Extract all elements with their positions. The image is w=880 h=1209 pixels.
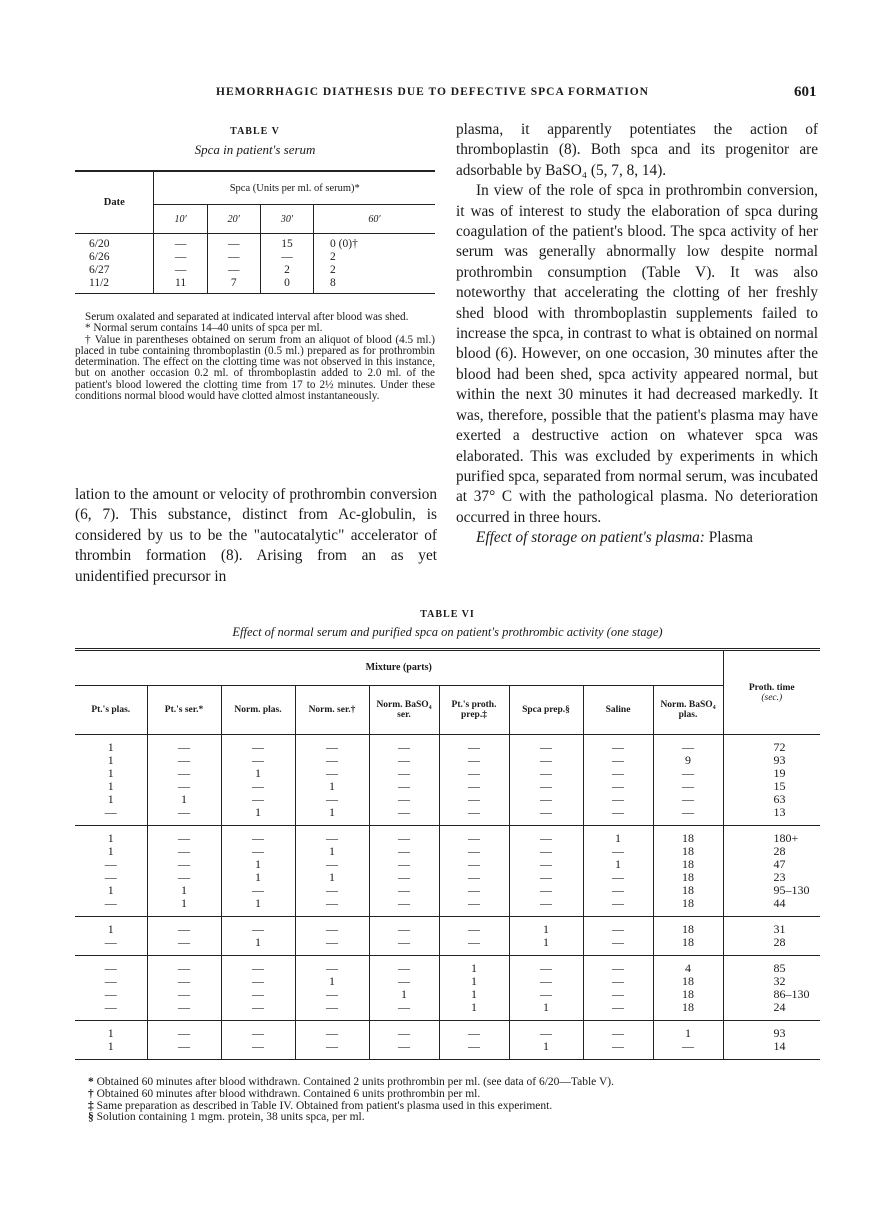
table6-proth-time: 13	[723, 806, 820, 826]
table6-cell: —	[509, 826, 583, 846]
table5-cell: 2	[330, 264, 336, 276]
table5-cell: —	[207, 264, 260, 277]
table5-date: 6/26	[75, 251, 154, 264]
paragraph-text: Plasma	[704, 529, 753, 547]
table6-cell: —	[509, 956, 583, 976]
table6-proth-time: 14	[723, 1040, 820, 1060]
table6-cell: —	[583, 956, 653, 976]
table6-cell: —	[439, 767, 509, 780]
table6-cell: —	[653, 767, 723, 780]
table6-cell: —	[369, 936, 439, 956]
table6-cell: 18	[653, 917, 723, 937]
table6-cell: —	[147, 1021, 221, 1041]
table6-cell: 1	[583, 826, 653, 846]
table6-cell: 18	[653, 988, 723, 1001]
table6-cell: —	[75, 806, 147, 826]
table5-title: Spca in patient's serum	[194, 142, 316, 157]
table6-cell: —	[509, 845, 583, 858]
table5-minute-header: 10′	[154, 205, 207, 234]
table6-cell: —	[509, 793, 583, 806]
table5-minute-header: 20′	[207, 205, 260, 234]
table6-column-header: Norm. BaSO₄ ser.	[369, 686, 439, 735]
table6-column-header: Norm. ser.†	[295, 686, 369, 735]
table6-cell: —	[75, 1001, 147, 1021]
table6-cell: 1	[295, 871, 369, 884]
table6	[75, 648, 820, 1060]
table6-cell: —	[439, 884, 509, 897]
table6-cell: 1	[295, 780, 369, 793]
footnote-mark: *	[88, 1076, 94, 1088]
table5-minute-header: 60′	[314, 205, 435, 234]
table5-spca-header: Spca (Units per ml. of serum)*	[154, 171, 435, 205]
table6-cell: —	[221, 754, 295, 767]
table6-proth-time: 24	[723, 1001, 820, 1021]
table6-cell: —	[295, 956, 369, 976]
table6-proth-time: 32	[723, 975, 820, 988]
table6-proth-time: 28	[723, 845, 820, 858]
table5-note: † Value in parentheses obtained on serum from an aliquot of blood (4.5 ml.) placed in tube containing thromboplastin (0.5 ml.) prepared as for prothrombin determination. The effect on the clotting time was not observed in this instance, but on another occasion 0.2 ml. of thromboplastin added to 2.0 ml. of the patient's blood lowered the clotting time from 17 to 2½ minutes. Under these conditions normal blood would have clotted almost instantaneously.	[75, 333, 435, 403]
table6-cell: 1	[295, 975, 369, 988]
table6-cell: 1	[509, 1001, 583, 1021]
table6-cell: 1	[369, 988, 439, 1001]
table6-cell: —	[147, 988, 221, 1001]
table6-cell: 9	[653, 754, 723, 767]
paragraph: plasma, it apparently potentiates the action of thromboplastin (8). Both spca and its progenitor are adsorbable by BaSO₄ (5, 7, 8, 14).	[456, 121, 818, 179]
table6-proth-time: 180+	[723, 826, 820, 846]
table6-cell: —	[509, 884, 583, 897]
table5-date: 6/20	[75, 234, 154, 252]
table6-column-header: Pt.'s plas.	[75, 686, 147, 735]
table6-cell: —	[369, 884, 439, 897]
table5-footnotes	[75, 312, 435, 402]
table5-row	[75, 234, 435, 252]
table6-cell: —	[295, 897, 369, 917]
table6-cell: 1	[295, 806, 369, 826]
table6-proth-time: 19	[723, 767, 820, 780]
table6-proth-time: 86–130	[723, 988, 820, 1001]
table6-cell: —	[583, 806, 653, 826]
table6-column-header: Saline	[583, 686, 653, 735]
table6-cell: 1	[75, 917, 147, 937]
table6-row	[75, 1040, 820, 1060]
table6-cell: 1	[439, 956, 509, 976]
table6-cell: —	[369, 845, 439, 858]
table6-cell: 1	[439, 975, 509, 988]
table6-cell: —	[369, 806, 439, 826]
table6-cell: 1	[147, 793, 221, 806]
table6-cell: —	[509, 858, 583, 871]
table6-cell: 1	[295, 845, 369, 858]
table5	[75, 170, 435, 294]
table6-cell: —	[439, 845, 509, 858]
table6-cell: —	[509, 975, 583, 988]
table6-cell: —	[147, 754, 221, 767]
table6-cell: —	[583, 871, 653, 884]
table6-cell: —	[369, 897, 439, 917]
table6-row	[75, 806, 820, 826]
table6-cell: —	[147, 1001, 221, 1021]
table6-row	[75, 1021, 820, 1041]
table6-cell: —	[147, 975, 221, 988]
table6-row	[75, 936, 820, 956]
table6-cell: 18	[653, 897, 723, 917]
table6-cell: —	[221, 1001, 295, 1021]
table6-cell: —	[295, 1001, 369, 1021]
table6-body	[75, 735, 820, 1060]
table6-cell: —	[583, 936, 653, 956]
table6-cell: 1	[75, 826, 147, 846]
table6-cell: 1	[221, 936, 295, 956]
table6-cell: 1	[583, 858, 653, 871]
right-column-text	[456, 120, 818, 549]
table6-cell: 1	[509, 936, 583, 956]
table6-row	[75, 956, 820, 976]
footnote-mark: §	[88, 1111, 94, 1124]
table6-cell: —	[75, 988, 147, 1001]
table5-cell: —	[207, 234, 260, 252]
table6-cell: —	[147, 826, 221, 846]
table6-cell: —	[221, 845, 295, 858]
table6-column-header: Spca prep.§	[509, 686, 583, 735]
table6-cell: —	[439, 806, 509, 826]
table6-cell: —	[221, 917, 295, 937]
table6-cell: —	[583, 988, 653, 1001]
table6-cell: —	[369, 858, 439, 871]
table6-cell: —	[583, 917, 653, 937]
table6-cell: 18	[653, 975, 723, 988]
footnote-mark: †	[88, 1087, 94, 1100]
table6-cell: 1	[653, 1021, 723, 1041]
table6-cell: —	[509, 871, 583, 884]
table6-cell: 18	[653, 884, 723, 897]
table6-cell: —	[369, 780, 439, 793]
table6-cell: —	[221, 884, 295, 897]
table6-cell: —	[147, 845, 221, 858]
table6-proth-unit: (sec.)	[761, 692, 783, 703]
table6-cell: 1	[439, 988, 509, 1001]
table6-row	[75, 826, 820, 846]
table6-cell: —	[509, 988, 583, 1001]
table6-cell: —	[295, 884, 369, 897]
table6-cell: —	[221, 956, 295, 976]
table5-cell: —	[154, 251, 207, 264]
table6-cell: —	[583, 845, 653, 858]
footnote-text: Obtained 60 minutes after blood withdrawn. Contained 6 units prothrombin per ml.	[93, 1087, 481, 1100]
footnote-text: Same preparation as described in Table IV. Obtained from patient's plasma used in this experiment.	[93, 1099, 553, 1112]
table5-minute-header: 30′	[260, 205, 313, 234]
table6-cell: —	[369, 917, 439, 937]
table6-cell: 1	[221, 858, 295, 871]
table6-cell: —	[75, 956, 147, 976]
table6-proth-time: 95–130	[723, 884, 820, 897]
table5-cell: 2	[260, 264, 313, 277]
table6-cell: —	[439, 917, 509, 937]
table5-cell: —	[154, 264, 207, 277]
table6-cell: —	[295, 754, 369, 767]
table6-cell: 1	[509, 1040, 583, 1060]
table5-cell: 7	[207, 277, 260, 294]
table6-cell: —	[147, 917, 221, 937]
table6-cell: —	[439, 754, 509, 767]
table6-cell: 18	[653, 1001, 723, 1021]
table5-cell: 15	[260, 234, 313, 252]
table6-caption: TABLE VI	[420, 609, 475, 620]
table6-cell: —	[583, 735, 653, 755]
table6-cell: —	[653, 1040, 723, 1060]
table6-row	[75, 735, 820, 755]
table6-cell: —	[75, 858, 147, 871]
page-number: 601	[794, 84, 817, 100]
table6-proth-time: 15	[723, 780, 820, 793]
table6-cell: —	[221, 735, 295, 755]
table6-cell: —	[439, 793, 509, 806]
table6-proth-time: 23	[723, 871, 820, 884]
section-lead: Effect of storage on patient's plasma:	[476, 529, 705, 547]
table5-caption: TABLE V	[230, 126, 280, 137]
table5-note: Serum oxalated and separated at indicated interval after blood was shed.	[85, 311, 409, 323]
table6-cell: 18	[653, 858, 723, 871]
table6-cell: —	[439, 871, 509, 884]
table5-cell: 0 (0)†	[330, 238, 358, 250]
table5-row	[75, 264, 435, 277]
table5-date: 6/27	[75, 264, 154, 277]
table5-cell: —	[260, 251, 313, 264]
table6-cell: —	[221, 793, 295, 806]
table6-cell: —	[509, 1021, 583, 1041]
table6-cell: —	[147, 1040, 221, 1060]
table6-cell: —	[221, 1040, 295, 1060]
table6-row	[75, 917, 820, 937]
table6-cell: —	[439, 936, 509, 956]
table6-proth-time: 31	[723, 917, 820, 937]
table6-mixture-header: Mixture (parts)	[75, 650, 723, 686]
table6-cell: —	[75, 936, 147, 956]
table6-cell: —	[147, 735, 221, 755]
table6-cell: 1	[75, 1040, 147, 1060]
table6-cell: —	[295, 767, 369, 780]
table5-cell: 2	[330, 251, 336, 263]
table6-cell: —	[295, 858, 369, 871]
table6-cell: —	[583, 884, 653, 897]
table6-cell: 4	[653, 956, 723, 976]
table6-cell: —	[369, 956, 439, 976]
table6-cell: —	[295, 826, 369, 846]
table6-cell: —	[439, 780, 509, 793]
table6-cell: 18	[653, 826, 723, 846]
table5-row	[75, 277, 435, 294]
table6-cell: 1	[439, 1001, 509, 1021]
table6-cell: —	[295, 917, 369, 937]
table6-cell: —	[369, 767, 439, 780]
table5-cell: —	[154, 234, 207, 252]
table6-column-header: Pt.'s ser.*	[147, 686, 221, 735]
table5-date: 11/2	[75, 277, 154, 294]
table6-cell: —	[509, 767, 583, 780]
table6-cell: —	[439, 858, 509, 871]
table6-row	[75, 1001, 820, 1021]
table6-proth-time: 47	[723, 858, 820, 871]
table6-cell: 1	[147, 897, 221, 917]
table6-cell: —	[369, 1001, 439, 1021]
footnote-text: Solution containing 1 mgm. protein, 38 units spca, per ml.	[93, 1111, 365, 1124]
table6-cell: —	[583, 1021, 653, 1041]
table6-cell: —	[583, 1001, 653, 1021]
table6-cell: —	[369, 754, 439, 767]
table6-cell: —	[369, 871, 439, 884]
table6-cell: —	[221, 826, 295, 846]
table6-cell: —	[439, 735, 509, 755]
table6-cell: —	[369, 735, 439, 755]
table5-cell: 11	[154, 277, 207, 294]
table6-cell: —	[583, 1040, 653, 1060]
table6-row	[75, 897, 820, 917]
table6-note	[88, 1112, 828, 1124]
table6-proth-time: 93	[723, 1021, 820, 1041]
table6-cell: —	[221, 988, 295, 1001]
table6-cell: —	[369, 975, 439, 988]
table5-note: * Normal serum contains 14–40 units of spca per ml.	[85, 322, 323, 335]
table6-cell: 18	[653, 936, 723, 956]
left-column-text	[75, 485, 437, 587]
table6-cell: —	[147, 806, 221, 826]
table6-cell: 1	[221, 871, 295, 884]
table6-cell: —	[439, 897, 509, 917]
table6-cell: —	[147, 936, 221, 956]
table6-proth-label: Proth. time	[748, 682, 795, 693]
table6-cell: —	[653, 735, 723, 755]
table6-cell: 18	[653, 871, 723, 884]
table6-column-header: Norm. plas.	[221, 686, 295, 735]
table6-cell: —	[295, 793, 369, 806]
table6-cell: —	[295, 988, 369, 1001]
table5-cell: 8	[314, 277, 435, 294]
table6-proth-header	[723, 650, 820, 735]
table6-cell: —	[653, 780, 723, 793]
table6-cell: 18	[653, 845, 723, 858]
table6-cell: —	[147, 956, 221, 976]
table6-column-header: Pt.'s proth. prep.‡	[439, 686, 509, 735]
table6-proth-time: 93	[723, 754, 820, 767]
table5-cell: —	[207, 251, 260, 264]
table6-cell: 1	[221, 897, 295, 917]
table6-cell: —	[509, 754, 583, 767]
table5-cell: 0	[260, 277, 313, 294]
table6-cell: —	[583, 780, 653, 793]
table6-cell: —	[295, 1021, 369, 1041]
paragraph: In view of the role of spca in prothrombin conversion, it was of interest to study the elaboration of spca during coagulation of the patient's blood. The spca activity of her serum was generally abnormally low despite normal prothrombin consumption (Table V). It was also noteworthy that accelerating the clotting of her freshly shed blood with thromboplastin supplements failed to increase the spca, in contrast to what is obtained on normal blood (6). However, on one occasion, 30 minutes after the blood had been shed, spca activity appeared normal, but within the next 30 minutes it had decreased markedly. It was, therefore, possible that the patient's plasma may have exerted a destructive action on whatever spca was elaborated. This was excluded by experiments in which purified spca, separated from normal serum, was incubated at 37° C with the pathological plasma. No deterioration occurred in three hours.	[456, 182, 818, 526]
table6-proth-time: 44	[723, 897, 820, 917]
table6-cell: 1	[75, 754, 147, 767]
table6-cell: —	[295, 1040, 369, 1060]
table5-date-header: Date	[75, 171, 154, 234]
running-head: HEMORRHAGIC DIATHESIS DUE TO DEFECTIVE SPCA FORMATION	[216, 86, 649, 98]
footnote-text: Obtained 60 minutes after blood withdrawn. Contained 2 units prothrombin per ml. (see data of 6/20—Table V).	[93, 1076, 614, 1088]
table6-cell: 1	[75, 884, 147, 897]
table6-cell: —	[221, 780, 295, 793]
table6-cell: 1	[75, 735, 147, 755]
table6-cell: —	[653, 806, 723, 826]
table6-cell: 1	[221, 767, 295, 780]
table6-cell: 1	[75, 1021, 147, 1041]
table6-cell: —	[75, 897, 147, 917]
table6-cell: —	[295, 936, 369, 956]
table6-cell: —	[509, 780, 583, 793]
table6-cell: —	[439, 1040, 509, 1060]
table6-cell: —	[369, 793, 439, 806]
table6-cell: —	[439, 826, 509, 846]
table6-cell: —	[583, 793, 653, 806]
table6-cell: 1	[75, 845, 147, 858]
table5-row	[75, 251, 435, 264]
table6-cell: 1	[509, 917, 583, 937]
table6-cell: —	[221, 975, 295, 988]
table6-cell: 1	[147, 884, 221, 897]
table6-cell: —	[369, 826, 439, 846]
table6-cell: —	[509, 735, 583, 755]
table6-cell: —	[147, 858, 221, 871]
table6-proth-time: 72	[723, 735, 820, 755]
table6-cell: —	[221, 1021, 295, 1041]
table6-cell: —	[439, 1021, 509, 1041]
table6-cell: —	[75, 975, 147, 988]
table6-proth-time: 85	[723, 956, 820, 976]
table6-cell: —	[583, 754, 653, 767]
table6-cell: —	[653, 793, 723, 806]
table6-cell: 1	[221, 806, 295, 826]
paragraph	[456, 528, 818, 548]
table6-proth-time: 28	[723, 936, 820, 956]
table6-cell: 1	[75, 780, 147, 793]
table6-cell: —	[75, 871, 147, 884]
table6-cell: —	[369, 1040, 439, 1060]
table6-cell: —	[583, 767, 653, 780]
table6-cell: —	[295, 735, 369, 755]
table6-cell: —	[509, 897, 583, 917]
table6-title: Effect of normal serum and purified spca on patient's prothrombic activity (one stage)	[232, 625, 663, 639]
footnote-mark: ‡	[88, 1099, 94, 1112]
table6-cell: —	[147, 767, 221, 780]
table6-cell: —	[509, 806, 583, 826]
table6-proth-time: 63	[723, 793, 820, 806]
table6-cell: —	[583, 897, 653, 917]
table6-footnotes	[88, 1077, 828, 1124]
table6-cell: —	[147, 780, 221, 793]
table6-cell: —	[369, 1021, 439, 1041]
table6-cell: 1	[75, 793, 147, 806]
table6-cell: —	[147, 871, 221, 884]
table6-column-header: Norm. BaSO₄ plas.	[653, 686, 723, 735]
table6-cell: —	[583, 975, 653, 988]
table6-cell: 1	[75, 767, 147, 780]
paragraph: lation to the amount or velocity of prothrombin conversion (6, 7). This substance, distinct from Ac-globulin, is considered by us to be the "autocatalytic" accelerator of thrombin formation (8). Arising from an as yet unidentified precursor in	[75, 486, 437, 585]
